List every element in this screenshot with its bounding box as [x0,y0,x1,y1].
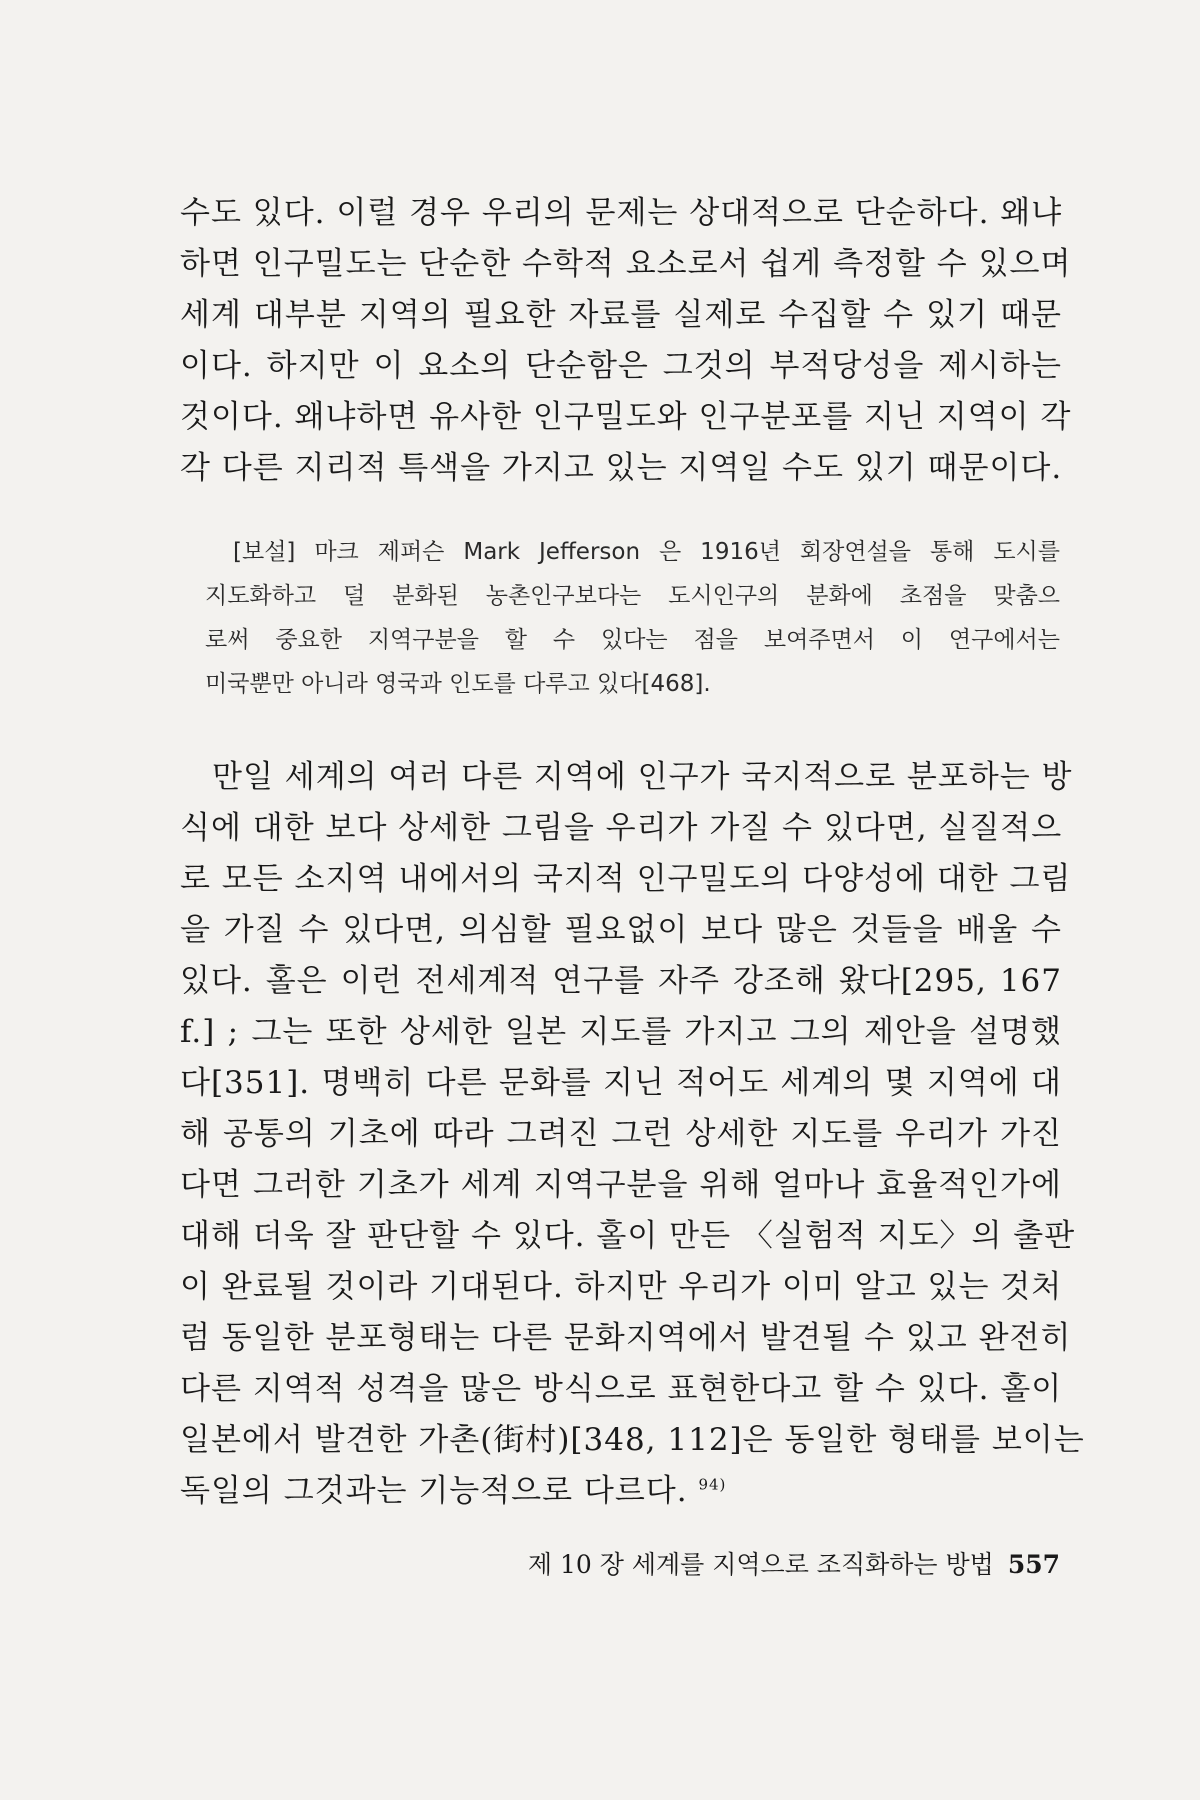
text-line: 이 완료될 것이라 기대된다. 하지만 우리가 이미 알고 있는 것처 [180,1269,1063,1305]
paragraph-1 [180,188,1072,494]
text-line: 로 모든 소지역 내에서의 국지적 인구밀도의 다양성에 대한 그림 [180,861,1072,897]
note-line: 미국뿐만 아니라 영국과 인도를 다루고 있다[468]. [205,671,711,697]
footnote-marker: 94) [698,1475,727,1494]
text-line: 다[351]. 명백히 다른 문화를 지닌 적어도 세계의 몇 지역에 대 [180,1065,1062,1101]
text-line: 만일 세계의 여러 다른 지역에 인구가 국지적으로 분포하는 방 [212,759,1073,795]
text-line: 이다. 하지만 이 요소의 단순함은 그것의 부적당성을 제시하는 [180,348,1062,384]
text-line: 것이다. 왜냐하면 유사한 인구밀도와 인구분포를 지닌 지역이 각 [180,399,1072,435]
last-line-text: 독일의 그것과는 기능적으로 다르다. [180,1473,688,1509]
text-line: 을 가질 수 있다면, 의심할 필요없이 보다 많은 것들을 배울 수 [180,912,1062,948]
supplementary-note [205,530,1060,706]
text-line: 있다. 홀은 이런 전세계적 연구를 자주 강조해 왔다[295, 167 [180,963,1062,999]
chapter-title: 제 10 장 세계를 지역으로 조직화하는 방법 [527,1550,994,1579]
running-footer [475,1545,1060,1581]
text-line: 하면 인구밀도는 단순한 수학적 요소로서 쉽게 측정할 수 있으며 [180,246,1072,282]
note-line: [보설] 마크 제퍼슨 Mark Jefferson 은 1916년 회장연설을 통해 도시를 [233,539,1060,565]
note-line: 지도화하고 덜 분화된 농촌인구보다는 도시인구의 분화에 초점을 맞춤으 [205,583,1060,609]
text-line: 수도 있다. 이럴 경우 우리의 문제는 상대적으로 단순하다. 왜냐 [180,195,1063,231]
text-line: 해 공통의 기초에 따라 그려진 그런 상세한 지도를 우리가 가진 [180,1116,1062,1152]
paragraph-2 [180,752,1085,1517]
text-line: 다른 지역적 성격을 많은 방식으로 표현한다고 할 수 있다. 홀이 [180,1371,1063,1407]
text-line: 각 다른 지리적 특색을 가지고 있는 지역일 수도 있기 때문이다. [180,450,1063,486]
text-line: 다면 그러한 기초가 세계 지역구분을 위해 얼마나 효율적인가에 [180,1167,1062,1203]
text-line: 럼 동일한 분포형태는 다른 문화지역에서 발견될 수 있고 완전히 [180,1320,1072,1356]
text-line: f.] ; 그는 또한 상세한 일본 지도를 가지고 그의 제안을 설명했 [180,1014,1062,1050]
text-line: 식에 대한 보다 상세한 그림을 우리가 가질 수 있다면, 실질적으 [180,810,1063,846]
page-number: 557 [1007,1550,1060,1579]
text-line: 일본에서 발견한 가촌(街村)[348, 112]은 동일한 형태를 보이는 [180,1422,1085,1458]
text-line: 대해 더욱 잘 판단할 수 있다. 홀이 만든 〈실험적 지도〉의 출판 [180,1218,1076,1254]
note-line: 로써 중요한 지역구분을 할 수 있다는 점을 보여주면서 이 연구에서는 [205,627,1060,653]
text-line: 세계 대부분 지역의 필요한 자료를 실제로 수집할 수 있기 때문 [180,297,1062,333]
text-line-last [180,1466,1062,1517]
